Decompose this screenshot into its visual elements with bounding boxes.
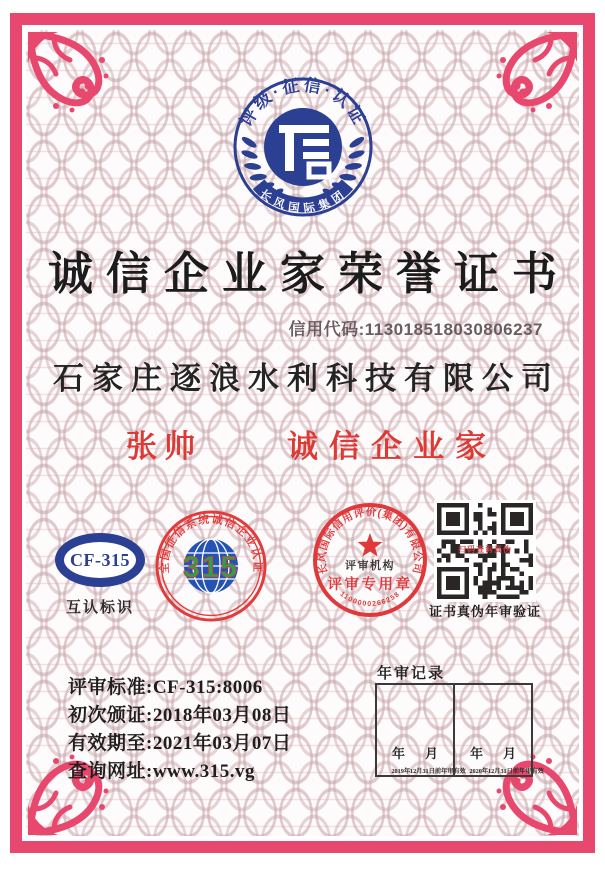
qr-caption: 证书真伪年审验证: [428, 604, 541, 619]
detail-query-url: 查询网址:www.315.vg: [68, 761, 255, 782]
review-cell-2020: [455, 685, 544, 775]
year-label: 年: [470, 746, 484, 761]
review-record-title: 年审记录: [377, 666, 446, 682]
credit-rating-emblem-icon: [231, 75, 375, 219]
company-name: 石家庄逐浪水利科技有限公司: [53, 361, 560, 396]
review-valid-note: 2019年12月31日前年审有效: [391, 768, 466, 775]
stamp-org-label: 评审机构: [345, 560, 395, 572]
emblem-top-arc-text: 评级·征信·认证: [236, 75, 370, 130]
honoree-name: 张帅: [126, 429, 202, 464]
stamp-serial-number: 1100000266258: [338, 590, 402, 608]
seal315-number: 315: [182, 551, 240, 584]
reviewer-chop-seal-icon: [312, 502, 428, 618]
detail-standard: 评审标准:CF-315:8006: [68, 677, 263, 698]
cf315-label: CF-315: [70, 549, 130, 570]
stamp-chop-text: 评审专用章: [327, 577, 413, 593]
emblem-bottom-arc-text: 长风国际集团: [257, 188, 349, 216]
certificate-title: 诚信企业家荣誉证书: [47, 248, 570, 299]
detail-valid-until: 有效期至:2021年03月07日: [68, 733, 292, 754]
credit-system-315-seal-icon: [153, 508, 269, 624]
year-label: 年: [392, 746, 406, 761]
star-icon: [358, 533, 383, 557]
detail-issue-date: 初次颁证:2018年03月08日: [68, 705, 292, 726]
review-valid-note: 2020年12月31日前年审有效: [469, 768, 544, 775]
honor-title: 诚信企业家: [287, 429, 497, 464]
certificate-details: [68, 678, 291, 790]
seal315-ring-text: 全国征信系统诚信企业认证: [158, 513, 264, 574]
review-cell-2019: [377, 685, 466, 775]
cf315-caption: 互认标识: [65, 600, 134, 616]
qr-overlay-text: 扫码查询真伪: [458, 545, 512, 554]
month-label: 月: [424, 746, 438, 761]
month-label: 月: [502, 746, 516, 761]
stamp-ring-text: 长风国际信用评价(集团)有限公司: [316, 506, 424, 576]
credit-code: 信用代码:113018518030806237: [288, 320, 543, 339]
corner-flourish-ornament: [28, 32, 114, 118]
qr-code: [434, 500, 536, 602]
review-record-table: [375, 683, 544, 777]
svg-text:1100000266258: [338, 591, 401, 608]
corner-flourish-ornament: [491, 32, 577, 118]
cf315-oval-badge: [55, 533, 145, 587]
